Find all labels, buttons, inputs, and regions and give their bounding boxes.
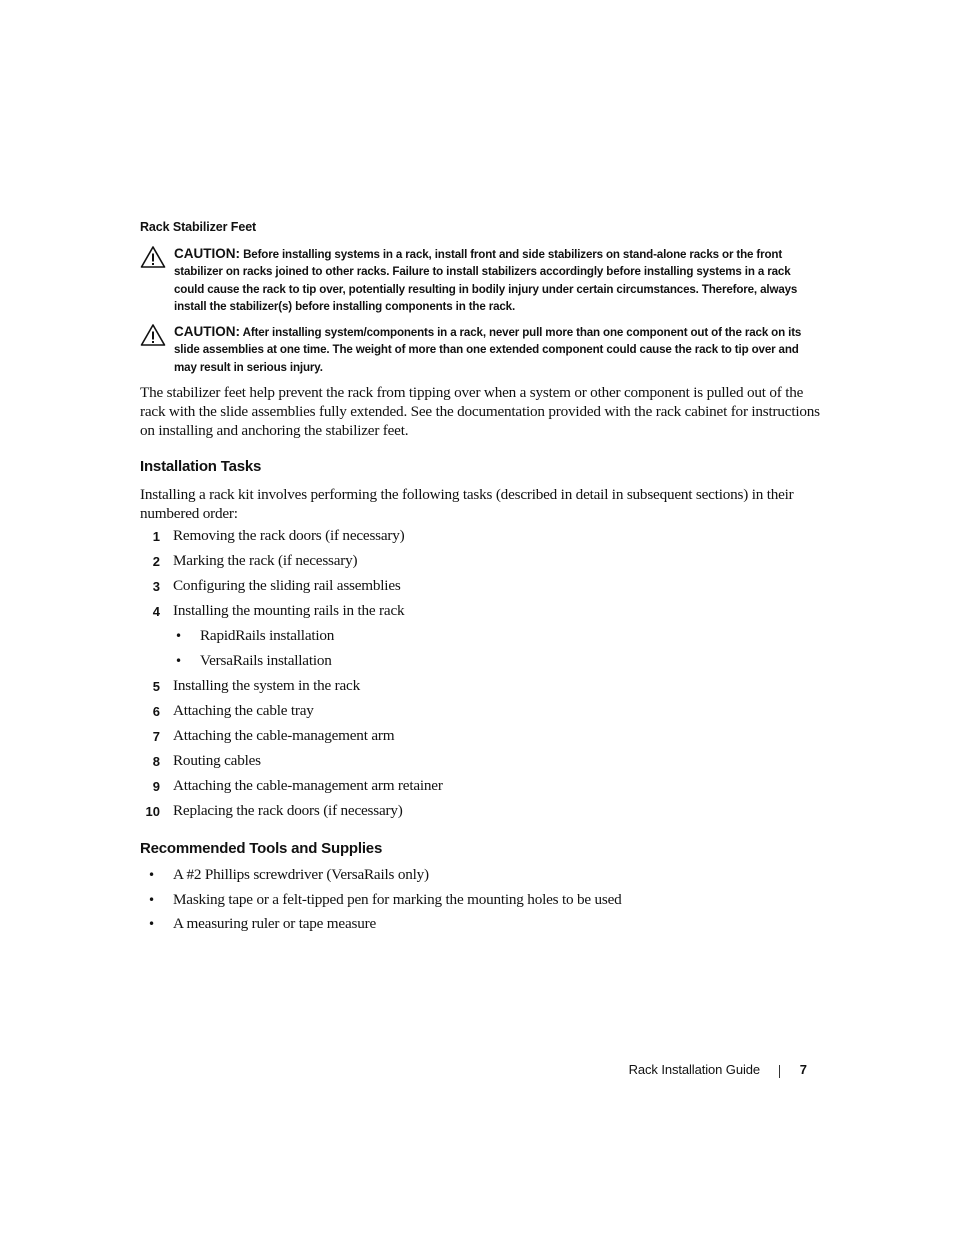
- section-subheading: Rack Stabilizer Feet: [140, 220, 257, 234]
- tool-text: Masking tape or a felt-tipped pen for marking the mounting holes to be used: [173, 891, 622, 908]
- footer-divider: [779, 1065, 780, 1078]
- caution-label: CAUTION:: [174, 246, 240, 261]
- step-number: 8: [152, 754, 160, 769]
- step-number: 2: [152, 554, 160, 569]
- step-text: Removing the rack doors (if necessary): [173, 527, 405, 544]
- step-text: Attaching the cable-management arm: [173, 727, 395, 744]
- step-number: 3: [152, 579, 160, 594]
- page-number: 7: [799, 1062, 807, 1077]
- step-number: 4: [152, 604, 160, 619]
- substep-text: RapidRails installation: [200, 627, 335, 644]
- installation-intro-text: Installing a rack kit involves performing the following tasks (described in detail in subsequent sections) in their numbered order:: [140, 486, 794, 522]
- page-footer: [600, 1062, 810, 1082]
- bullet-icon: •: [148, 917, 156, 931]
- tool-text: A #2 Phillips screwdriver (VersaRails only): [173, 866, 429, 883]
- step-text: Marking the rack (if necessary): [173, 552, 358, 569]
- step-text: Installing the mounting rails in the rack: [173, 602, 405, 619]
- caution-note-1: [140, 245, 818, 315]
- step-text: Attaching the cable tray: [173, 702, 314, 719]
- caution-text: After installing system/components in a rack, never pull more than one component out of the rack on its slide assemblies at one time. The weight of more than one extended component could cause the rack to tip over and may result in serious injury.: [174, 326, 802, 374]
- bullet-icon: •: [148, 868, 156, 882]
- step-number: 7: [152, 729, 160, 744]
- caution-icon: [140, 323, 166, 347]
- bullet-icon: •: [175, 654, 183, 668]
- step-text: Replacing the rack doors (if necessary): [173, 802, 403, 819]
- step-text: Attaching the cable-management arm retainer: [173, 777, 443, 794]
- step-number: 6: [152, 704, 160, 719]
- bullet-icon: •: [148, 893, 156, 907]
- installation-tasks-heading: Installation Tasks: [140, 458, 262, 475]
- caution-label: CAUTION:: [174, 324, 240, 339]
- stabilizer-body-text: The stabilizer feet help prevent the rack from tipping over when a system or other component is pulled out of the rack with the slide assemblies fully extended. See the documentation provided with the rack cabinet for instructions on installing and anchoring the stabilizer feet.: [140, 384, 820, 439]
- bullet-icon: •: [175, 629, 183, 643]
- step-number: 5: [152, 679, 160, 694]
- caution-note-2: [140, 323, 818, 376]
- caution-icon: [140, 245, 166, 269]
- step-text: Routing cables: [173, 752, 261, 769]
- step-text: Configuring the sliding rail assemblies: [173, 577, 401, 594]
- step-number: 9: [152, 779, 160, 794]
- step-number: 1: [152, 529, 160, 544]
- caution-text: Before installing systems in a rack, install front and side stabilizers on stand-alone racks or the front stabilizer on racks joined to other racks. Failure to install stabilizers accordingly before installing systems in a rack could cause the rack to tip over, potentially resulting in bodily injury under certain circumstances. Therefore, always install the stabilizer(s) before installing components in the rack.: [174, 248, 798, 313]
- step-number: 10: [145, 804, 160, 819]
- tools-heading: Recommended Tools and Supplies: [140, 840, 383, 857]
- tool-text: A measuring ruler or tape measure: [173, 915, 376, 932]
- substep-text: VersaRails installation: [200, 652, 332, 669]
- step-text: Installing the system in the rack: [173, 677, 360, 694]
- footer-title: Rack Installation Guide: [628, 1062, 760, 1077]
